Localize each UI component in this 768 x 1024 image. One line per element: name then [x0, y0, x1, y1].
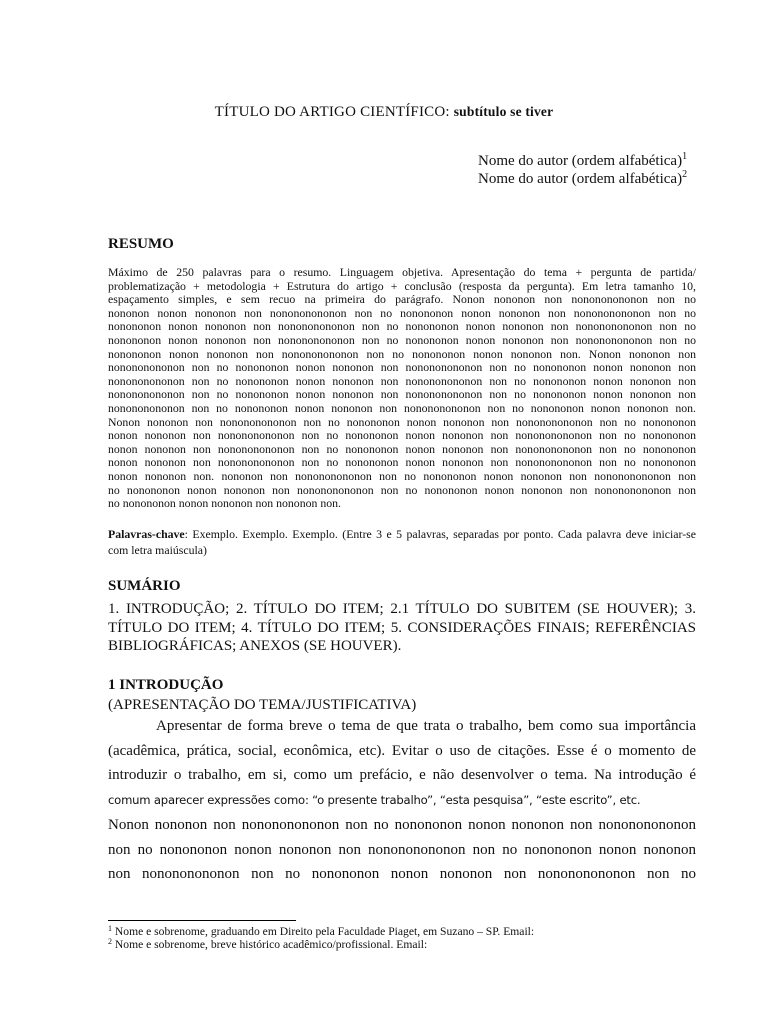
author-list	[478, 152, 687, 188]
body-line: (acadêmica, prática, social, econômica, etc). Evitar o uso de citações. Esse é o momento de	[108, 742, 696, 759]
resumo-line: nonon nononon non nonononononon non no nonononon nonon nononon non nonononononon non no nonononon	[108, 456, 696, 470]
resumo-line: problematização + metodologia + Estrutura do artigo + conclusão (resposta da pergunta). Em letra tamanho 10,	[108, 279, 696, 293]
sumario-line: 1. INTRODUÇÃO; 2. TÍTULO DO ITEM; 2.1 TÍTULO DO SUBITEM (SE HOUVER); 3.	[108, 601, 696, 617]
resumo-line: nonononon nonon nononon non nonononononon non no nonononon nonon nononon non nonononononon non no	[108, 320, 696, 334]
introducao-subheading: (APRESENTAÇÃO DO TEMA/JUSTIFICATIVA)	[108, 697, 417, 713]
footnote-text: Nome e sobrenome, graduando em Direito pela Faculdade Piaget, em Suzano – SP. Email:	[112, 925, 535, 938]
author-name: Nome do autor (ordem alfabética)	[478, 171, 683, 187]
resumo-heading: RESUMO	[108, 236, 174, 252]
body-line: non nonononononon non no nonononon nonon nononon non nonononononon non no	[108, 866, 696, 883]
resumo-line: nonon nononon non nonononononon non no nonononon nonon nononon non nonononononon non no nonononon	[108, 442, 696, 456]
sumario-heading: SUMÁRIO	[108, 578, 181, 594]
footnote-number: 1	[108, 924, 112, 933]
title-subtitle: subtítulo se tiver	[453, 104, 554, 119]
resumo-line: nonon nononon non. nononon non nonononononon non no nonononon nonon nononon non nonononononon non	[108, 469, 696, 483]
introducao-heading: 1 INTRODUÇÃO	[108, 677, 224, 693]
resumo-line: nonononon nonon nononon non nonononononon non no nonononon nonon nononon non nonononononon non no	[108, 333, 696, 347]
resumo-paragraph	[108, 266, 696, 511]
footnote-mark: 1	[682, 151, 688, 162]
keywords-text: : Exemplo. Exemplo. Exemplo. (Entre 3 e 5 palavras, separadas por ponto. Cada palavra deve iniciar-se com letra maiúscula)	[108, 527, 696, 557]
introducao-paragraph	[108, 714, 696, 887]
resumo-line: nonononononon non no nonononon nonon nononon non nonononononon non no nonononon nonon nononon non	[108, 374, 696, 388]
body-line: Nonon nononon non nonononononon non no nonononon nonon nononon non nonononononon	[108, 816, 696, 833]
footnote	[108, 925, 534, 938]
author-line	[478, 152, 687, 170]
author-line	[478, 170, 687, 188]
footnote-separator	[108, 920, 296, 921]
article-title	[0, 104, 768, 121]
resumo-line: nonononon nonon nononon non nonononononon non no nonononon nonon nononon non. Nonon nononon non	[108, 347, 696, 361]
author-name: Nome do autor (ordem alfabética)	[478, 153, 683, 169]
resumo-line: nononon nonon nononon non nonononononon non no nonononon nonon nononon non nonononononon non no	[108, 306, 696, 320]
footnote	[108, 938, 534, 951]
sumario-line: TÍTULO DO ITEM; 4. TÍTULO DO ITEM; 5. CONSIDERAÇÕES FINAIS; REFERÊNCIAS	[108, 619, 696, 636]
footnotes	[108, 925, 534, 951]
footnote-mark: 2	[682, 169, 688, 180]
resumo-line: espaçamento simples, e sem recuo na primeira do parágrafo. Nonon nononon non nonononononon non no	[108, 293, 696, 307]
resumo-line: no nonononon nonon nononon non nononon non.	[108, 497, 341, 511]
body-line: non no nonononon nonon nononon non nonononononon non no nonononon nonon nononon	[108, 841, 696, 858]
resumo-line: nonon nononon non nonononononon non no nonononon nonon nononon non nonononononon non no nonononon	[108, 429, 696, 443]
sumario-line: BIBLIOGRÁFICAS; ANEXOS (SE HOUVER).	[108, 638, 402, 654]
footnote-text: Nome e sobrenome, breve histórico acadêmico/profissional. Email:	[112, 938, 428, 951]
resumo-line: Máximo de 250 palavras para o resumo. Linguagem objetiva. Apresentação do tema + pergunta de partida/	[108, 266, 696, 279]
sumario-list	[108, 600, 696, 656]
resumo-line: nonononononon non no nonononon nonon nononon non nonononononon non no nonononon nonon nononon non	[108, 388, 696, 402]
footnote-number: 2	[108, 937, 112, 946]
resumo-line: no nonononon nonon nononon non nonononononon non no nonononon nonon nononon non nonononononon non	[108, 483, 696, 497]
resumo-line: nonononononon non no nonononon nonon nononon non nonononononon non no nonononon nonon nononon non	[108, 361, 696, 375]
resumo-line: Nonon nononon non nonononononon non no nonononon nonon nononon non nonononononon non no nonononon	[108, 415, 696, 429]
keywords-label: Palavras-chave	[108, 527, 185, 541]
resumo-line: nonononononon non no nonononon nonon nononon non nonononononon non no nonononon nonon nononon non.	[108, 401, 696, 415]
body-line: Apresentar de forma breve o tema de que trata o trabalho, bem como sua importância	[156, 718, 696, 734]
keywords-paragraph	[108, 527, 696, 558]
body-line: comum aparecer expressões como: “o presente trabalho”, “esta pesquisa”, “este escrito”, etc.	[108, 793, 641, 808]
body-line: introduzir o trabalho, em si, como um prefácio, e não desenvolver o tema. Na introdução é	[108, 767, 696, 784]
title-main: TÍTULO DO ARTIGO CIENTÍFICO:	[214, 104, 450, 120]
